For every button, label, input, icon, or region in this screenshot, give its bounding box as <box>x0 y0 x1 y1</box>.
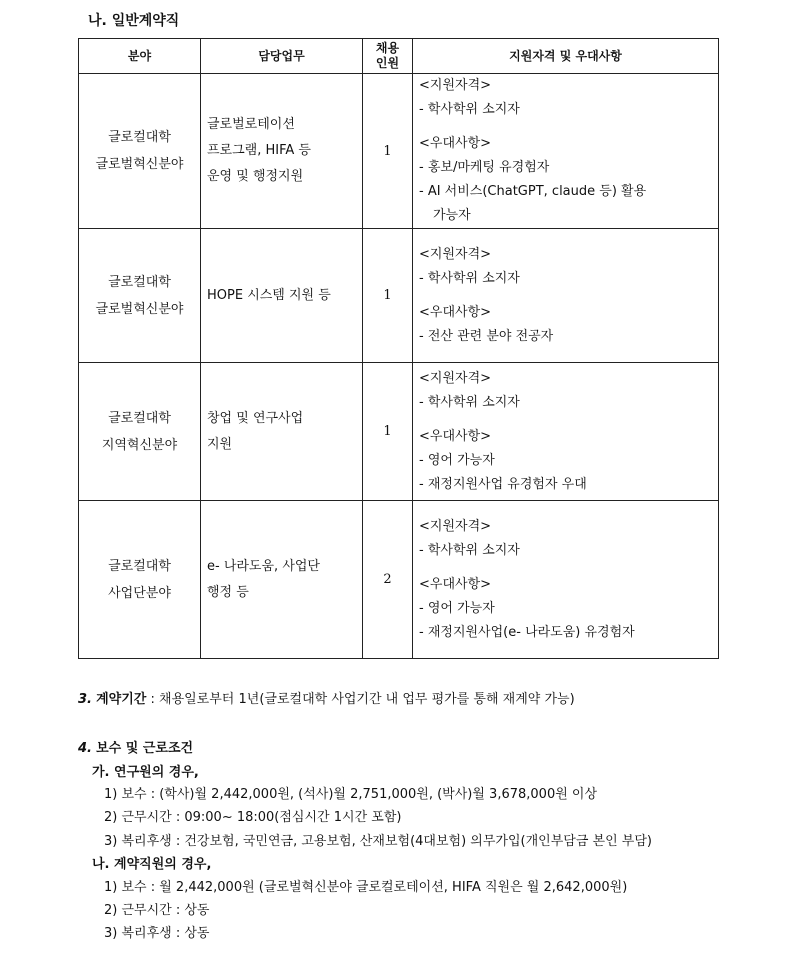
field-line: 글로벌혁신분야 <box>95 301 184 317</box>
pref-item: - 홍보/마케팅 유경험자 <box>419 160 550 175</box>
table-row <box>79 229 719 363</box>
field-cell <box>79 501 201 659</box>
contract-staff-title: 나. 계약직원의 경우, <box>92 857 212 872</box>
pref-item: - 전산 관련 분야 전공자 <box>419 328 554 344</box>
header-count-line2: 인원 <box>375 56 400 70</box>
count-cell: 1 <box>363 229 413 363</box>
header-quals: 지원자격 및 우대사항 <box>413 39 719 74</box>
duty-cell <box>201 501 363 659</box>
pref-item: - AI 서비스(ChatGPT, claude 등) 활용 <box>419 184 647 199</box>
pay-label: 보수 및 근로조건 <box>96 741 194 756</box>
field-line: 글로컬대학 <box>108 410 171 426</box>
contract-staff-item: 3) 복리후생 : 상동 <box>104 926 210 941</box>
table-header-row <box>79 39 719 74</box>
quals-cell <box>413 363 719 501</box>
pref-item: - 재정지원사업 유경험자 우대 <box>419 476 587 492</box>
duty-cell <box>201 74 363 229</box>
researcher-title: 가. 연구원의 경우, <box>92 765 199 780</box>
quals-cell <box>413 501 719 659</box>
researcher-item: 1) 보수 : (학사)월 2,442,000원, (석사)월 2,751,000원, (박사)월 3,678,000원 이상 <box>104 787 598 802</box>
req-item: - 학사학위 소지자 <box>419 102 520 117</box>
quals-cell <box>413 74 719 229</box>
table-row <box>79 74 719 229</box>
req-item: - 학사학위 소지자 <box>419 270 520 286</box>
count-cell: 1 <box>363 363 413 501</box>
duty-line: e- 나라도움, 사업단 <box>207 558 320 574</box>
pay-number: 4. <box>78 741 92 756</box>
pref-item-cont: 가능자 <box>433 208 471 223</box>
duty-line: 글로벌로테이션 <box>207 117 295 132</box>
count-cell: 2 <box>363 501 413 659</box>
contract-text: : 채용일로부터 1년(글로컬대학 사업기간 내 업무 평가를 통해 재계약 가능) <box>150 692 575 707</box>
contract-staff-item: 2) 근무시간 : 상동 <box>104 903 210 918</box>
field-line: 글로벌혁신분야 <box>95 157 184 172</box>
field-cell <box>79 229 201 363</box>
quals-cell <box>413 229 719 363</box>
section-title: 나. 일반계약직 <box>88 13 180 29</box>
field-line: 글로컬대학 <box>108 558 171 574</box>
req-header: <지원자격> <box>419 518 492 534</box>
contract-period-line <box>78 688 575 707</box>
pref-header: <우대사항> <box>419 304 492 320</box>
pref-item: - 영어 가능자 <box>419 452 495 468</box>
pay-heading <box>78 737 193 756</box>
field-line: 지역혁신분야 <box>101 437 178 453</box>
count-cell: 1 <box>363 74 413 229</box>
header-field: 분야 <box>79 39 201 74</box>
req-header: <지원자격> <box>419 370 492 386</box>
pref-item: - 재정지원사업(e- 나라도움) 유경험자 <box>419 624 635 640</box>
jobs-table <box>78 38 719 659</box>
pref-header: <우대사항> <box>419 136 492 151</box>
duty-line: 운영 및 행정지원 <box>207 169 304 184</box>
header-duty: 담당업무 <box>201 39 363 74</box>
req-item: - 학사학위 소지자 <box>419 542 520 558</box>
table-row <box>79 501 719 659</box>
researcher-item: 2) 근무시간 : 09:00~ 18:00(점심시간 1시간 포함) <box>104 810 402 825</box>
req-item: - 학사학위 소지자 <box>419 394 520 410</box>
pref-header: <우대사항> <box>419 428 492 444</box>
pref-item: - 영어 가능자 <box>419 600 495 616</box>
req-header: <지원자격> <box>419 78 492 93</box>
field-line: 글로컬대학 <box>108 130 171 145</box>
duty-cell <box>201 363 363 501</box>
field-line: 글로컬대학 <box>108 274 171 290</box>
duty-line: 지원 <box>207 436 233 452</box>
pref-header: <우대사항> <box>419 576 492 592</box>
duty-line: HOPE 시스템 지원 등 <box>207 287 331 303</box>
field-cell <box>79 363 201 501</box>
header-count <box>363 39 413 74</box>
contract-staff-item: 1) 보수 : 월 2,442,000원 (글로벌혁신분야 글로컬로테이션, HIFA 직원은 월 2,642,000원) <box>104 880 628 895</box>
table-row <box>79 363 719 501</box>
duty-cell <box>201 229 363 363</box>
req-header: <지원자격> <box>419 246 492 262</box>
header-count-line1: 채용 <box>375 41 400 55</box>
field-line: 사업단분야 <box>108 585 171 601</box>
duty-line: 프로그램, HIFA 등 <box>207 143 311 158</box>
contract-number: 3. <box>78 692 92 707</box>
researcher-item: 3) 복리후생 : 건강보험, 국민연금, 고용보험, 산재보험(4대보험) 의무가입(개인부담금 본인 부담) <box>104 834 652 849</box>
duty-line: 행정 등 <box>207 584 249 600</box>
contract-label: 계약기간 <box>96 692 147 707</box>
duty-line: 창업 및 연구사업 <box>207 410 304 426</box>
field-cell <box>79 74 201 229</box>
